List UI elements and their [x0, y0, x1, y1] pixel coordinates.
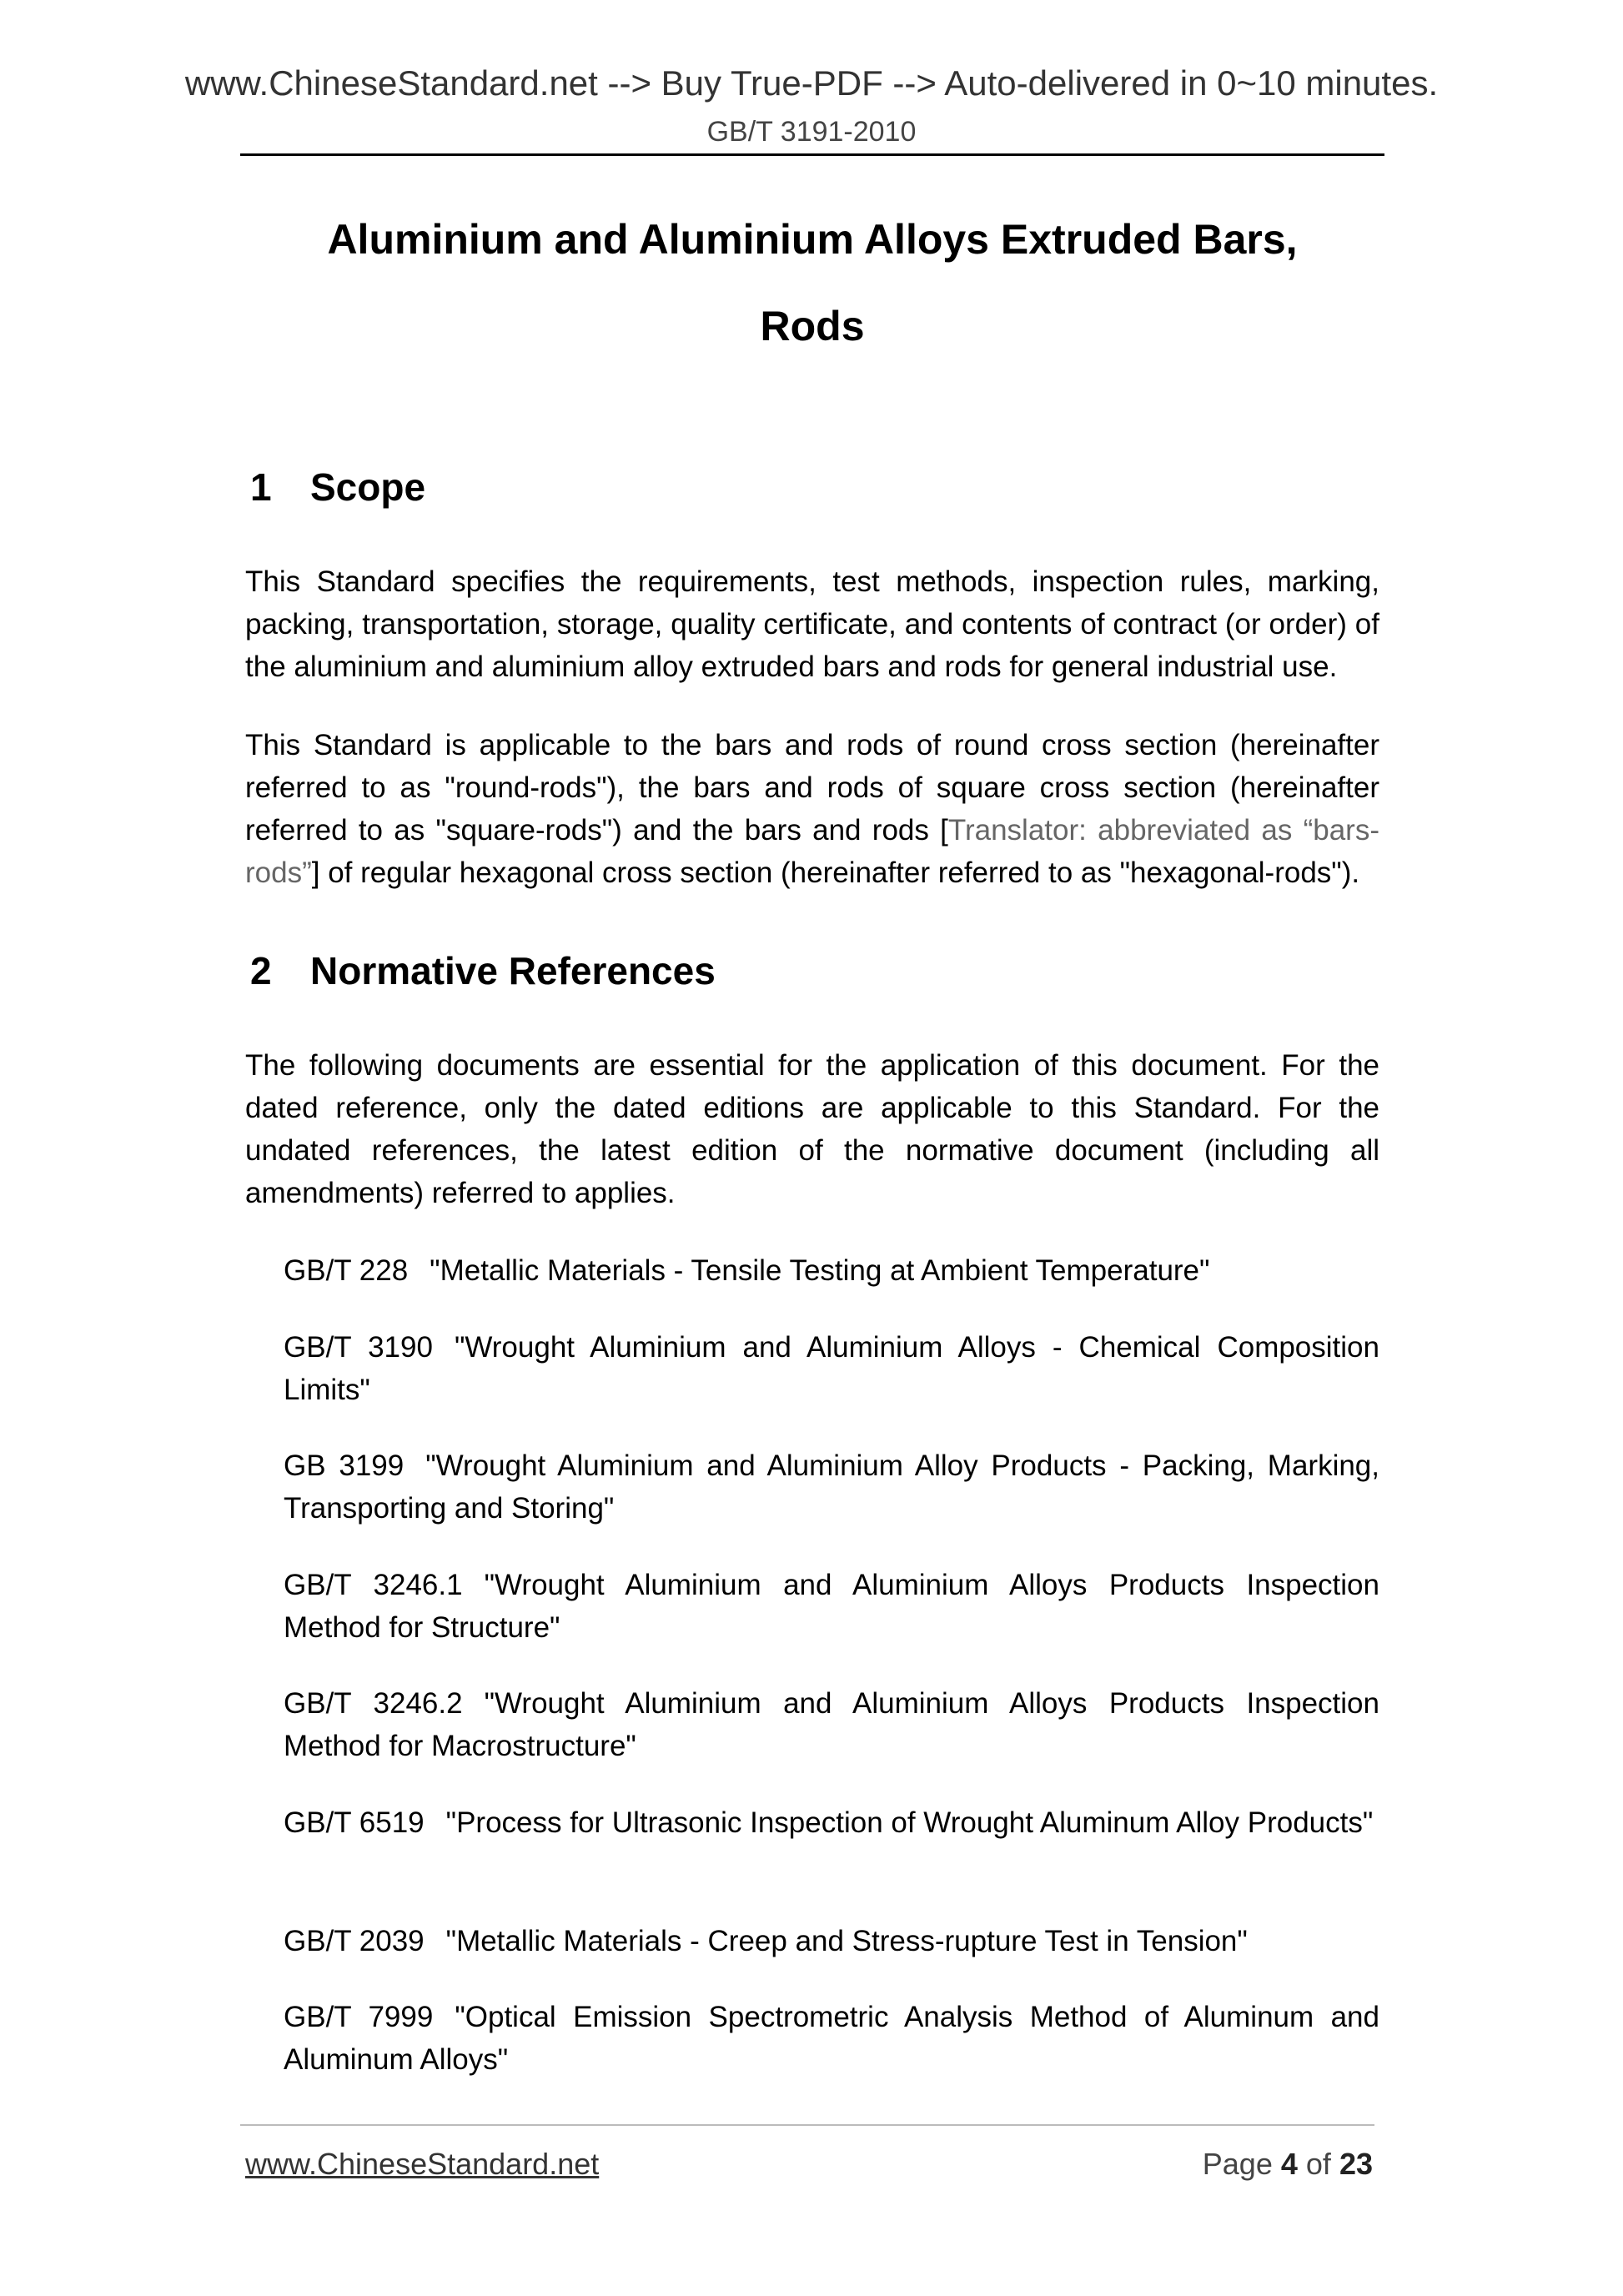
- reference-code: GB/T 228: [284, 1254, 409, 1287]
- standard-code: GB/T 3191-2010: [706, 116, 917, 148]
- reference-code: GB/T 3246.2: [284, 1687, 463, 1720]
- references-intro-paragraph: The following documents are essential for the application of this document. For the dated reference, only the dated editions are applicable to this Standard. For the undated references, the latest edition of the normative document (including all amendments) referred to applies.: [245, 1049, 1379, 1209]
- section-heading-normative-references: [250, 948, 716, 993]
- reference-title: "Metallic Materials - Creep and Stress-rupture Test in Tension": [445, 1925, 1248, 1957]
- document-title-line-2: Rods: [760, 303, 865, 349]
- page-number: [1203, 2147, 1373, 2182]
- reference-code: GB/T 7999: [284, 2001, 434, 2033]
- reference-title: "Wrought Aluminium and Aluminium Alloys Products Inspection Method for Structure": [284, 1569, 1379, 1644]
- document-title-line-1: Aluminium and Aluminium Alloys Extruded Bars,: [327, 216, 1298, 263]
- header-divider: [240, 153, 1384, 156]
- scope-paragraph-2-text-end: ] of regular hexagonal cross section (hereinafter referred to as "hexagonal-rods").: [311, 857, 1360, 889]
- reference-item: [284, 1564, 1379, 1649]
- page-of: of: [1305, 2147, 1331, 2181]
- reference-item: [284, 1444, 1379, 1530]
- footer-divider: [240, 2124, 1374, 2126]
- page-total: 23: [1339, 2147, 1373, 2181]
- section-number: 2: [250, 949, 272, 992]
- reference-code: GB/T 3246.1: [284, 1569, 463, 1601]
- reference-title: "Wrought Aluminium and Aluminium Alloys Products Inspection Method for Macrostructure": [284, 1687, 1379, 1762]
- header-banner[interactable]: www.ChineseStandard.net --> Buy True-PDF --> Auto-delivered in 0~10 minutes.: [184, 63, 1439, 103]
- page-current: 4: [1280, 2147, 1298, 2181]
- reference-item: [284, 1920, 1379, 1962]
- reference-code: GB/T 3190: [284, 1331, 433, 1364]
- section-title: Scope: [310, 465, 426, 509]
- footer-site-link[interactable]: www.ChineseStandard.net: [245, 2147, 600, 2181]
- reference-title: "Process for Ultrasonic Inspection of Wrought Aluminum Alloy Products": [445, 1806, 1374, 1839]
- reference-title: "Optical Emission Spectrometric Analysis Method of Aluminum and Aluminum Alloys": [284, 2001, 1379, 2076]
- reference-title: "Metallic Materials - Tensile Testing at Ambient Temperature": [430, 1254, 1210, 1287]
- reference-item: [284, 1682, 1379, 1767]
- scope-paragraph-2: [245, 724, 1379, 894]
- reference-item: [284, 1996, 1379, 2081]
- reference-code: GB/T 2039: [284, 1925, 425, 1957]
- reference-code: GB 3199: [284, 1449, 404, 1482]
- scope-paragraph-1: This Standard specifies the requirements, test methods, inspection rules, marking, packing, transportation, storage, quality certificate, and contents of contract (or order) of the aluminium and aluminium alloy extruded bars and rods for general industrial use.: [245, 565, 1379, 683]
- section-heading-scope: [250, 465, 425, 510]
- translator-note: Translator: abbreviated as “bars-rods”: [245, 814, 1379, 889]
- section-number: 1: [250, 465, 272, 509]
- page-label: Page: [1202, 2147, 1273, 2181]
- reference-title: "Wrought Aluminium and Aluminium Alloys - Chemical Composition Limits": [284, 1331, 1379, 1406]
- reference-title: "Wrought Aluminium and Aluminium Alloy Products - Packing, Marking, Transporting and Storing": [284, 1449, 1379, 1525]
- reference-code: GB/T 6519: [284, 1806, 425, 1839]
- reference-item: [284, 1326, 1379, 1411]
- section-title: Normative References: [310, 949, 716, 992]
- scope-paragraph-2-text: This Standard is applicable to the bars and rods of round cross section (hereinafter referred to as "round-rods"), the bars and rods of square cross section (hereinafter referred to as "square-rods") and the bars and rods [: [245, 729, 1379, 847]
- reference-item: [284, 1249, 1379, 1292]
- reference-item: [284, 1801, 1379, 1844]
